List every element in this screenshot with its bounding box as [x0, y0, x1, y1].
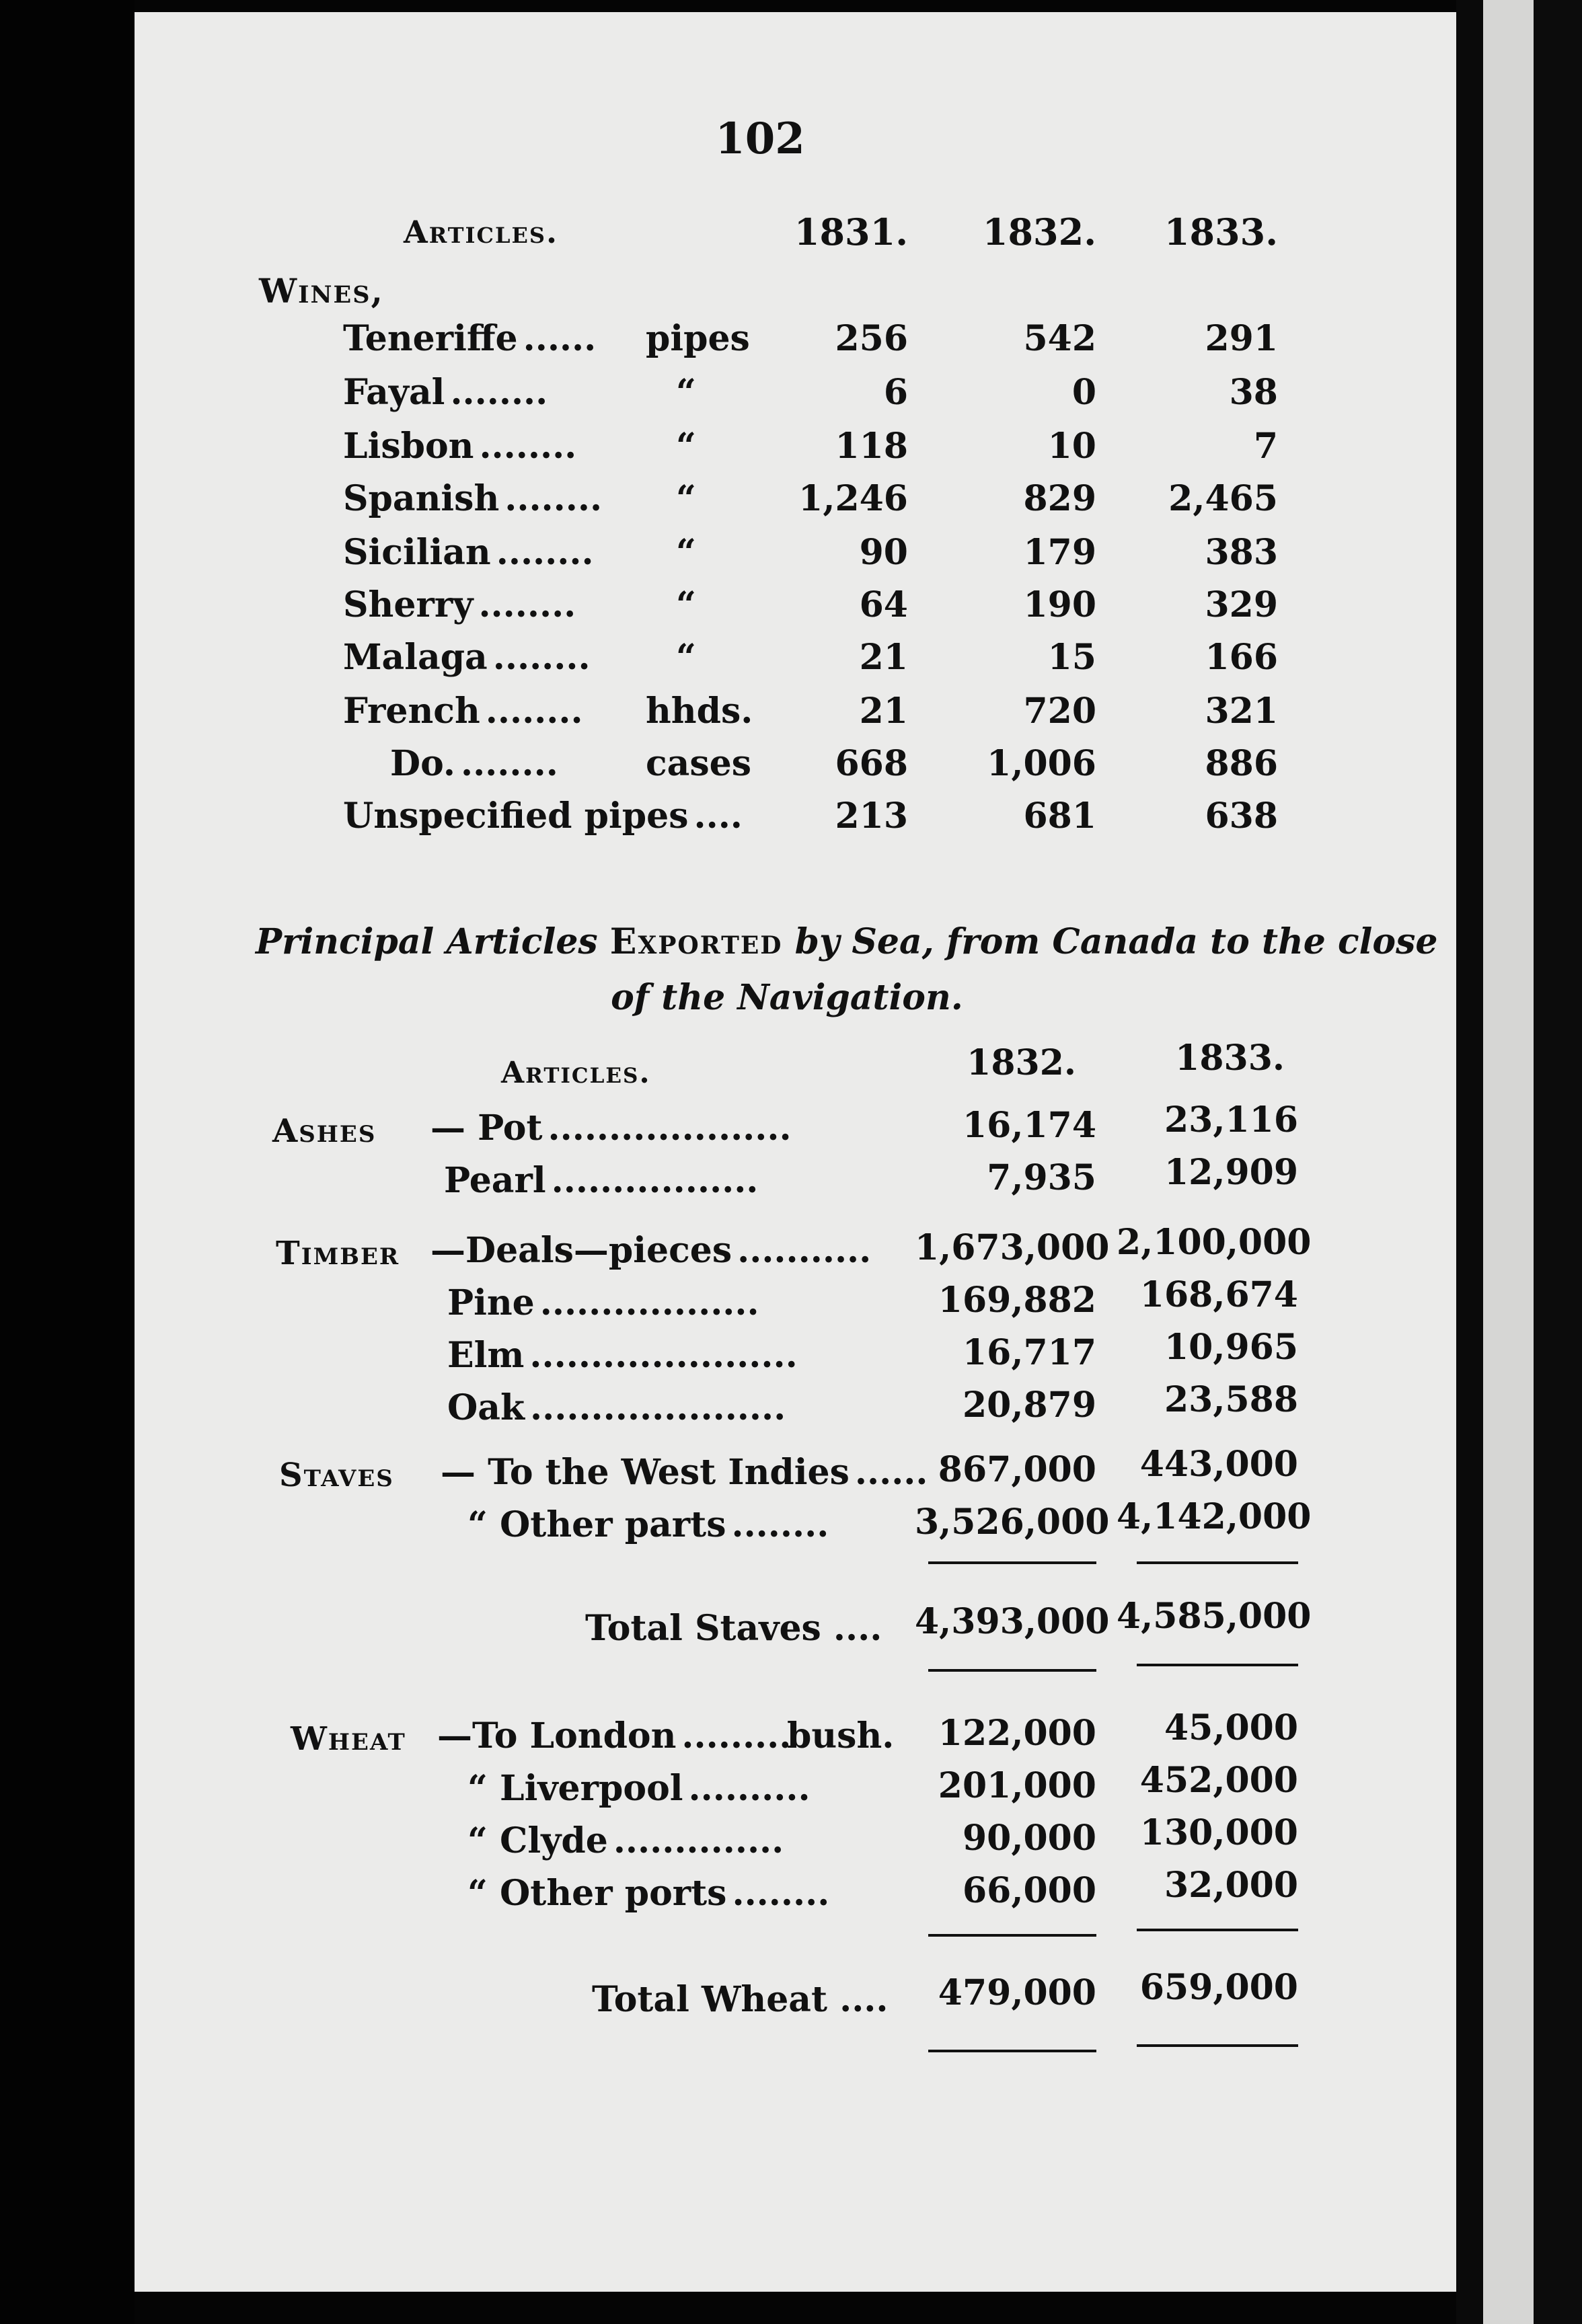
import-row-leader: ........: [485, 691, 583, 732]
timber-value-1833: 23,588: [1164, 1379, 1298, 1420]
import-row-leader: ........: [478, 584, 576, 625]
staves-row-name: — To the West Indies: [441, 1452, 850, 1493]
import-row-unit: “: [676, 637, 696, 678]
exports-heading-line1: [256, 921, 1438, 962]
staves-value-1832: 867,000: [938, 1449, 1096, 1490]
import-row-unit: “: [676, 478, 696, 519]
import-row-name: Fayal: [343, 372, 445, 413]
import-row-leader: ........: [450, 372, 548, 413]
timber-group-label: Timber: [276, 1235, 400, 1272]
import-value-1831: 6: [883, 372, 908, 413]
wheat-subtotal-rule-1832: [928, 1934, 1096, 1937]
staves-group-label: Staves: [279, 1457, 394, 1494]
imports-header-articles: Articles.: [404, 214, 558, 250]
import-value-1832: 190: [1023, 584, 1096, 625]
import-value-1833: 38: [1229, 372, 1278, 413]
timber-row-name: Pine: [447, 1282, 535, 1323]
wheat-value-1832: 122,000: [938, 1713, 1096, 1754]
timber-row-name: Oak: [447, 1387, 525, 1428]
import-value-1833: 329: [1205, 584, 1278, 625]
timber-value-1832: 1,673,000: [915, 1227, 1110, 1268]
ashes-row-leader: .................: [551, 1160, 759, 1201]
import-value-1831: 118: [835, 426, 908, 467]
wheat-total-1832: 479,000: [938, 1972, 1096, 2013]
import-value-1832: 720: [1023, 691, 1096, 732]
import-row-name: Lisbon: [343, 426, 474, 467]
ashes-row-name: Pearl: [444, 1160, 546, 1201]
staves-subtotal-rule-1833: [1137, 1561, 1298, 1564]
wheat-row-name: “ Clyde: [467, 1820, 608, 1861]
wheat-value-1833: 32,000: [1164, 1865, 1298, 1906]
wheat-row-name: “ Other ports: [467, 1873, 727, 1914]
staves-total-1832: 4,393,000: [915, 1601, 1110, 1642]
ashes-row-name: — Pot: [430, 1108, 543, 1149]
imports-header-1832: 1832.: [982, 210, 1096, 254]
staves-value-1832: 3,526,000: [915, 1502, 1110, 1543]
import-value-1831: 64: [859, 584, 908, 625]
import-value-1832: 1,006: [987, 743, 1096, 784]
wheat-value-1833: 130,000: [1139, 1812, 1298, 1853]
wheat-value-1832: 66,000: [962, 1870, 1096, 1911]
wheat-total-rule-1833: [1137, 2044, 1298, 2047]
import-row-name: Malaga: [343, 637, 488, 678]
import-row-unit: “: [676, 584, 696, 625]
import-value-1832: 15: [1047, 637, 1096, 678]
wheat-row-leader: ..............: [613, 1820, 784, 1861]
timber-row-name: —Deals—pieces: [430, 1230, 732, 1271]
import-value-1831: 90: [859, 532, 908, 573]
staves-value-1833: 443,000: [1139, 1444, 1298, 1485]
wheat-row-name: “ Liverpool: [467, 1768, 683, 1809]
timber-value-1832: 20,879: [962, 1385, 1096, 1426]
import-row-unit: hhds.: [646, 691, 753, 732]
import-row-name: Unspecified pipes: [343, 796, 689, 837]
import-value-1832: 10: [1047, 426, 1096, 467]
import-row-unit: “: [676, 426, 696, 467]
import-value-1833: 166: [1205, 637, 1278, 678]
staves-row-leader: ........: [731, 1504, 829, 1545]
wheat-total-rule-1832: [928, 2050, 1096, 2052]
wheat-subtotal-rule-1833: [1137, 1929, 1298, 1931]
import-row-name: French: [343, 691, 480, 732]
import-row-unit: “: [676, 532, 696, 573]
exports-heading-part-a: Principal Articles: [256, 921, 598, 962]
import-value-1833: 291: [1205, 318, 1278, 359]
import-value-1833: 321: [1205, 691, 1278, 732]
import-row-leader: ........: [492, 637, 591, 678]
ashes-group-label: Ashes: [272, 1112, 377, 1150]
timber-value-1833: 2,100,000: [1117, 1222, 1312, 1263]
wheat-row-name: —To London: [437, 1715, 677, 1756]
timber-value-1832: 169,882: [938, 1280, 1096, 1321]
timber-row-name: Elm: [447, 1335, 525, 1376]
ashes-value-1832: 16,174: [962, 1105, 1096, 1146]
wheat-group-label: Wheat: [291, 1720, 406, 1758]
import-value-1831: 1,246: [798, 478, 908, 519]
wheat-value-1832: 90,000: [962, 1818, 1096, 1859]
ashes-value-1832: 7,935: [987, 1157, 1096, 1198]
ashes-value-1833: 12,909: [1164, 1152, 1298, 1193]
page-number: 102: [715, 114, 805, 164]
import-row-leader: ........: [504, 478, 603, 519]
imports-category-wines: Wines,: [259, 271, 384, 311]
import-row-leader: ........: [460, 743, 558, 784]
timber-value-1832: 16,717: [962, 1332, 1096, 1373]
timber-value-1833: 168,674: [1139, 1274, 1298, 1315]
staves-total-label: Total Staves ....: [585, 1608, 882, 1649]
import-value-1831: 21: [859, 691, 908, 732]
exports-heading-line2: of the Navigation.: [611, 977, 963, 1018]
wheat-row-leader: .........: [681, 1715, 792, 1756]
scan-border-left: [0, 0, 135, 2324]
import-row-name: Sherry: [343, 584, 474, 625]
import-value-1832: 829: [1023, 478, 1096, 519]
staves-total-rule-1833: [1137, 1664, 1298, 1666]
import-value-1833: 886: [1205, 743, 1278, 784]
staves-subtotal-rule-1832: [928, 1561, 1096, 1564]
timber-row-leader: .....................: [530, 1387, 786, 1428]
import-row-name: Sicilian: [343, 532, 491, 573]
wheat-row-leader: ..........: [688, 1768, 811, 1809]
import-row-leader: ........: [496, 532, 594, 573]
import-row-leader: ......: [523, 318, 597, 359]
import-value-1833: 383: [1205, 532, 1278, 573]
ashes-row-leader: ....................: [548, 1108, 792, 1149]
wheat-row-unit: bush.: [787, 1715, 895, 1756]
scan-border-right: [1456, 0, 1483, 2324]
import-row-unit: pipes: [646, 318, 750, 359]
import-value-1833: 7: [1253, 426, 1278, 467]
imports-header-1831: 1831.: [794, 210, 908, 254]
import-value-1832: 542: [1023, 318, 1096, 359]
scan-border-far-right: [1534, 0, 1582, 2324]
import-value-1831: 213: [835, 796, 908, 837]
import-row-unit: “: [676, 372, 696, 413]
wheat-total-1833: 659,000: [1139, 1967, 1298, 2008]
wheat-value-1832: 201,000: [938, 1765, 1096, 1806]
exports-header-articles: Articles.: [501, 1056, 651, 1090]
import-value-1833: 638: [1205, 796, 1278, 837]
import-value-1831: 668: [835, 743, 908, 784]
import-value-1832: 179: [1023, 532, 1096, 573]
wheat-value-1833: 45,000: [1164, 1707, 1298, 1748]
import-row-name: Spanish: [343, 478, 500, 519]
staves-row-name: “ Other parts: [467, 1504, 726, 1545]
import-row-name: Teneriffe: [343, 318, 518, 359]
timber-value-1833: 10,965: [1164, 1327, 1298, 1368]
staves-value-1833: 4,142,000: [1117, 1496, 1312, 1537]
timber-row-leader: ......................: [529, 1335, 798, 1376]
wheat-row-leader: ........: [732, 1873, 830, 1914]
wheat-total-label: Total Wheat ....: [592, 1979, 889, 2020]
timber-row-leader: ..................: [539, 1282, 759, 1323]
exports-header-1832: 1832.: [967, 1042, 1076, 1083]
exports-heading-part-c: by Sea, from Canada to the close: [794, 921, 1438, 962]
import-value-1832: 681: [1023, 796, 1096, 837]
staves-total-rule-1832: [928, 1669, 1096, 1672]
timber-row-leader: ...........: [737, 1230, 872, 1271]
import-value-1831: 256: [835, 318, 908, 359]
imports-header-1833: 1833.: [1164, 210, 1278, 254]
wheat-value-1833: 452,000: [1139, 1760, 1298, 1801]
import-row-name: Do.: [390, 743, 455, 784]
import-value-1833: 2,465: [1168, 478, 1278, 519]
staves-row-leader: ......: [854, 1452, 928, 1493]
import-value-1832: 0: [1071, 372, 1096, 413]
exports-heading-part-b: Exported: [609, 921, 783, 962]
staves-total-1833: 4,585,000: [1117, 1596, 1312, 1637]
import-row-leader: ....: [693, 796, 743, 837]
exports-header-1833: 1833.: [1175, 1038, 1285, 1079]
import-value-1831: 21: [859, 637, 908, 678]
import-row-unit: cases: [646, 743, 751, 784]
import-row-leader: ........: [479, 426, 577, 467]
ashes-value-1833: 23,116: [1164, 1099, 1298, 1140]
